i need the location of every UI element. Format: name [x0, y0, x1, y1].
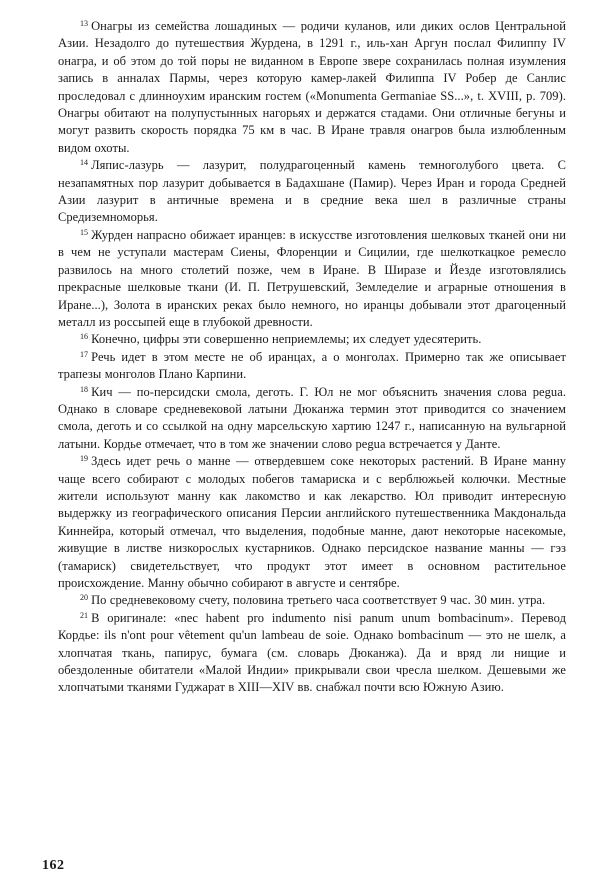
footnote-text: Конечно, цифры эти совершенно неприемлемы; их следует удесятерить.	[91, 332, 482, 347]
footnote-text: В оригинале: «nec habent pro indumento nisi panum unum bombacinum». Перевод Кордье: ils n'ont pour vêtement qu'un lambeau de soie. Однако bombacinum — это не шелк, а хлопчатая ткань, папирус, бумага (см. словарь Дюканжа). Да и вряд ли нищие и обездоленные обитатели «Малой Индии» прикрывали свои чресла шелком. Дешевыми же хлопчатыми тканями Гуджарат в XIII—XIV вв. снабжал почти всю Южную Азию.	[58, 610, 566, 695]
footnote-number: 13	[80, 19, 89, 28]
footnote-16	[58, 331, 566, 348]
footnote-number: 20	[80, 593, 89, 603]
footnote-19	[58, 453, 566, 592]
footnote-number: 14	[80, 158, 89, 168]
footnote-15	[58, 227, 566, 331]
footnote-text: Ляпис-лазурь — лазурит, полудрагоценный камень темноголубого цвета. С незапамятных пор лазурит добывается в Бадахшане (Памир). Через Иран и города Средней Азии лазурит в античные времена и в средние века шел в различные страны Средиземноморья.	[58, 158, 566, 225]
footnote-number: 19	[80, 454, 89, 464]
page-number: 162	[42, 858, 65, 873]
footnotes	[58, 18, 566, 697]
footnote-number: 15	[80, 227, 89, 237]
footnote-text: Журден напрасно обижает иранцев: в искусстве изготовления шелковых тканей они ни в чем не уступали мастерам Сиены, Флоренции и Сицилии, где шелкоткацкое ремесло развилось на много столетий позже, чем в Иране. В Ширазе и Йезде изготовлялись прекрасные шелковые ткани (И. П. Петрушевский, Земледелие и аграрные отношения в Иране...), Золота в иранских реках было немного, но иранцы добывали этот драгоценный металл из россыпей еще в глубокой древности.	[58, 227, 566, 329]
footnote-text: Речь идет в этом месте не об иранцах, а о монголах. Примерно так же описывает трапезы монголов Плано Карпини.	[58, 349, 566, 382]
footnote-text: Кич — по-персидски смола, деготь. Г. Юл не мог объяснить значения слова pegua. Однако в словаре средневековой латыни Дюканжа термин этот приводится со значением смола, деготь и со ссылкой на одну марсельскую хартию 1247 г., написанную на вульгарной латыни. Кордье отмечает, что в том же значении слово pegua встречается у Данте.	[58, 384, 566, 451]
footnote-number: 21	[80, 610, 89, 620]
footnote-17	[58, 349, 566, 384]
footnote-text: По средневековому счету, половина третьего часа соответствует 9 час. 30 мин. утра.	[91, 593, 546, 608]
footnote-number: 18	[80, 384, 89, 394]
footnote-number: 17	[80, 349, 89, 359]
footnote-number: 16	[80, 332, 89, 342]
footnote-13	[58, 18, 566, 157]
footnote-text: Онагры из семейства лошадиных — родичи куланов, или диких ослов Центральной Азии. Незадолго до путешествия Журдена, в 1291 г., иль-хан Аргун послал Филиппу IV онагра, и об этом до той поры не виданном в Европе звере сохранилась полная изумления запись в анналах Пармы, через которую камер-лакей Филиппа IV Робер де Санлис проследовал с длинноухим иранским гостем («Monumenta Germaniae SS...», t. XVIII, p. 709). Онагры обитают на полупустынных нагорьях и держатся стадами. Они отличные бегуны и могут развить скорость порядка 75 км в час. В Иране травля онагров была излюбленным видом охоты.	[58, 19, 566, 155]
footnote-20	[58, 592, 566, 609]
footnote-18	[58, 384, 566, 454]
footnote-21	[58, 610, 566, 697]
footnote-text: Здесь идет речь о манне — отвердевшем соке некоторых растений. В Иране манну чаще всего собирают с молодых побегов тамариска и с верблюжьей колючки. Местные жители используют манну как лакомство и как лекарство. Юл приводит интересную выдержку из географического описания Персии английского путешественника Макдональда Киннейра, который отмечал, что выделения, подобные манне, дают некоторые насекомые, живущие в листве низкорослых кустарников. Однако персидское название манны — гэз (тамариск) свидетельствует, что продукт этот имеет в основном растительное происхождение. Манну обычно собирают в августе и сентябре.	[58, 454, 566, 590]
footnote-14	[58, 157, 566, 227]
